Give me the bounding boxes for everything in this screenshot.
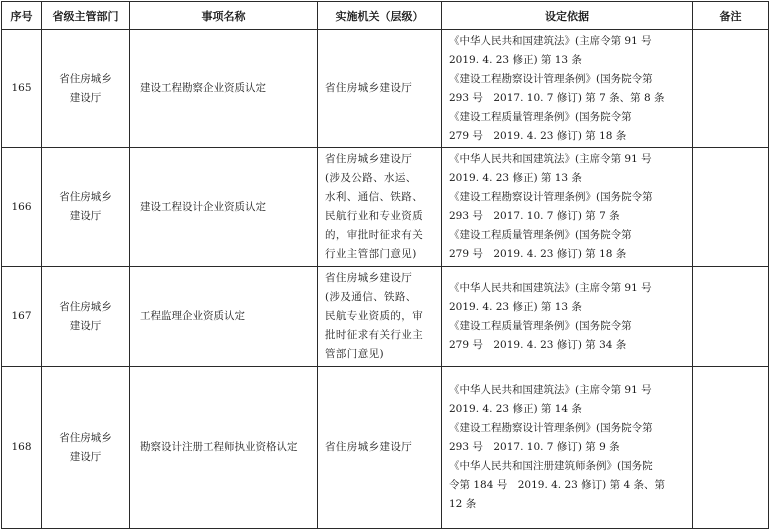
row-number: 168 (2, 367, 42, 529)
note-cell (693, 30, 769, 148)
org-cell-line: 民航行业和专业资质 (325, 210, 424, 222)
basis-cell-line: 《建设工程质量管理条例》(国务院令第 (449, 319, 632, 332)
dept-cell-line: 省住房城乡 (59, 300, 112, 313)
org-cell-line: 批时征求有关行业主 (325, 329, 424, 341)
note-cell (693, 148, 769, 267)
basis-cell-line: 2019. 4. 23 修正) 第 13 条 (449, 53, 582, 66)
dept-cell-line: 省住房城乡 (59, 191, 112, 203)
org-cell-line: 的，审批时征求有关 (325, 229, 424, 241)
basis-cell-line: 《建设工程勘察设计管理条例》(国务院令第 (449, 72, 653, 85)
basis-cell-line: 2019. 4. 23 修正) 第 13 条 (449, 172, 582, 184)
item-name-cell: 工程监理企业资质认定 (130, 267, 318, 367)
item-name-cell: 建设工程设计企业资质认定 (130, 148, 318, 267)
org-cell-line: 民航专业资质的，审 (325, 310, 424, 322)
table-row (2, 148, 769, 267)
org-cell (318, 367, 442, 529)
dept-cell (42, 267, 130, 367)
dept-cell-line: 建设厅 (69, 450, 102, 463)
item-name-cell-line: 勘察设计注册工程师执业资格 (140, 441, 277, 453)
header-org: 实施机关（层级） (318, 2, 442, 30)
org-cell-line: (涉及通信、铁路、 (325, 291, 417, 303)
org-cell-line: (涉及公路、水运、 (325, 172, 417, 184)
table-row (2, 367, 769, 529)
dept-cell (42, 148, 130, 267)
basis-cell-line: 《建设工程勘察设计管理条例》(国务院令第 (449, 191, 653, 203)
basis-cell-line: 279 号 2019. 4. 23 修订) 第 18 条 (449, 248, 627, 260)
header-note: 备注 (693, 2, 769, 30)
org-cell (318, 267, 442, 367)
row-number: 167 (2, 267, 42, 367)
basis-cell-line: 《建设工程质量管理条例》(国务院令第 (449, 229, 632, 241)
note-cell (693, 267, 769, 367)
dept-cell-line: 建设厅 (69, 319, 102, 332)
note-cell (693, 367, 769, 529)
table-body (2, 30, 769, 529)
header-dept: 省级主管部门 (42, 2, 130, 30)
basis-cell-line: 12 条 (449, 498, 477, 510)
basis-cell-line: 293 号 2017. 10. 7 修订) 第 7 条 (449, 210, 620, 222)
basis-cell (442, 367, 693, 529)
basis-cell-line: 《建设工程质量管理条例》(国务院令第 (449, 110, 632, 123)
basis-cell-line: 《中华人民共和国建筑法》(主席令第 91 号 (449, 281, 652, 294)
dept-cell (42, 367, 130, 529)
basis-cell (442, 30, 693, 148)
basis-cell-line: 279 号 2019. 4. 23 修订) 第 18 条 (449, 129, 627, 142)
org-cell (318, 30, 442, 148)
basis-cell-line: 《中华人民共和国建筑法》(主席令第 91 号 (449, 34, 652, 47)
basis-cell-line: 令第 184 号 2019. 4. 23 修订) 第 4 条、第 (449, 479, 665, 491)
dept-cell (42, 30, 130, 148)
header-row (2, 2, 769, 30)
basis-cell-line: 《建设工程勘察设计管理条例》(国务院令第 (449, 422, 653, 434)
org-cell (318, 148, 442, 267)
basis-cell-line: 293 号 2017. 10. 7 修订) 第 9 条 (449, 441, 620, 453)
dept-cell-line: 建设厅 (69, 91, 102, 104)
basis-cell (442, 148, 693, 267)
item-name-cell (130, 367, 318, 529)
header-basis: 设定依据 (442, 2, 693, 30)
org-cell-line: 省住房城乡建设厅 (325, 82, 413, 94)
org-cell-line: 省住房城乡建设厅 (325, 272, 413, 284)
header-num: 序号 (2, 2, 42, 30)
org-cell-line: 省住房城乡建设厅 (325, 441, 413, 453)
basis-cell (442, 267, 693, 367)
row-number: 165 (2, 30, 42, 148)
org-cell-line: 管部门意见) (325, 348, 384, 360)
basis-cell-line: 2019. 4. 23 修正) 第 14 条 (449, 403, 582, 415)
table-row (2, 267, 769, 367)
table-row (2, 30, 769, 148)
basis-cell-line: 2019. 4. 23 修正) 第 13 条 (449, 300, 582, 313)
header-item: 事项名称 (130, 2, 318, 30)
item-name-cell-line: 认定 (276, 441, 298, 453)
basis-cell-line: 293 号 2017. 10. 7 修订) 第 7 条、第 8 条 (449, 91, 665, 104)
row-number: 166 (2, 148, 42, 267)
permit-table (1, 1, 769, 529)
basis-cell-line: 《中华人民共和国建筑法》(主席令第 91 号 (449, 153, 652, 165)
dept-cell-line: 省住房城乡 (59, 72, 112, 85)
org-cell-line: 行业主管部门意见) (325, 248, 417, 260)
org-cell-line: 省住房城乡建设厅 (325, 153, 413, 165)
basis-cell-line: 279 号 2019. 4. 23 修订) 第 34 条 (449, 338, 627, 351)
dept-cell-line: 建设厅 (69, 210, 102, 222)
org-cell-line: 水利、通信、铁路、 (325, 191, 424, 203)
basis-cell-line: 《中华人民共和国建筑法》(主席令第 91 号 (449, 384, 652, 396)
dept-cell-line: 省住房城乡 (59, 431, 112, 444)
basis-cell-line: 《中华人民共和国注册建筑师条例》(国务院 (449, 460, 653, 472)
item-name-cell: 建设工程勘察企业资质认定 (130, 30, 318, 148)
